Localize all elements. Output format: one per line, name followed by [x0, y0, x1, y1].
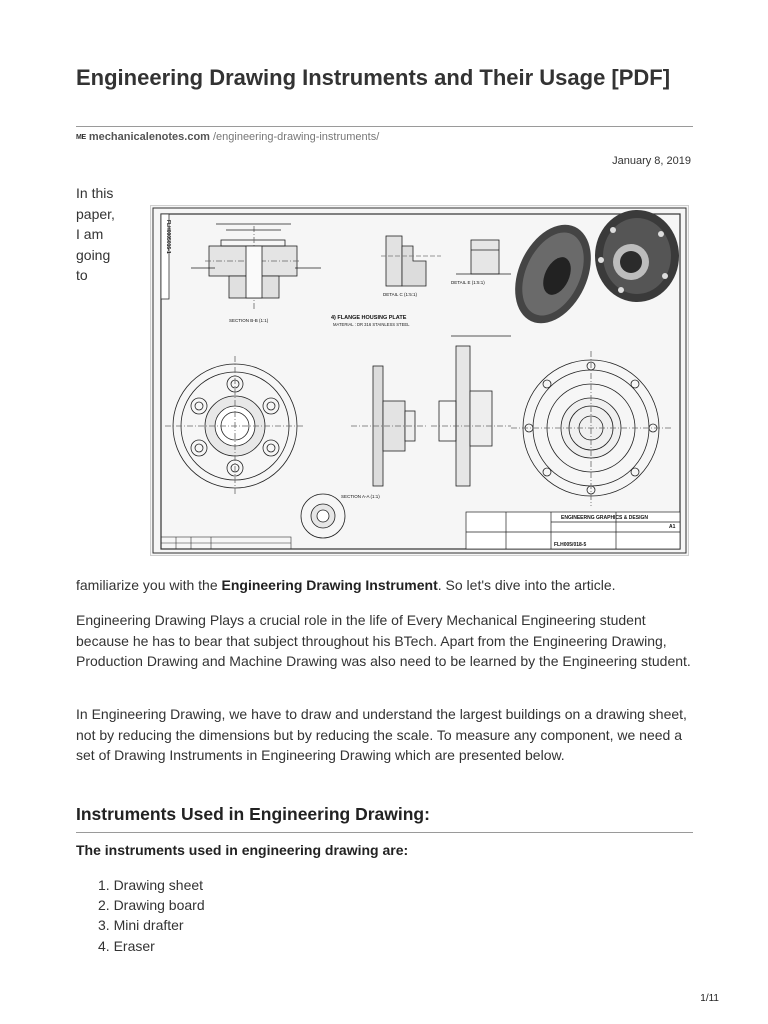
- intro-word: paper,: [76, 205, 115, 222]
- detail-c-label: DETAIL C (1:5:1): [383, 292, 418, 297]
- instrument-list: [98, 875, 205, 956]
- detail-e-label: DETAIL E (1:5:1): [451, 280, 485, 285]
- intro-word: going: [76, 246, 111, 263]
- intro-continued: [76, 575, 696, 596]
- title-divider: [76, 126, 693, 127]
- sheet-code-label: FLH0005016-1: [165, 220, 171, 254]
- titleblock-sheet-size: A1: [669, 524, 676, 530]
- list-intro-heading: The instruments used in engineering drawing are:: [76, 842, 409, 858]
- plate-material: MATERIAL : DR 316 STAINLESS STEEL: [333, 322, 410, 327]
- list-item: 2. Drawing board: [98, 897, 205, 914]
- page-number: 1/11: [700, 993, 719, 1004]
- intro-word: In this: [76, 185, 114, 201]
- body-paragraph-1: Engineering Drawing Plays a crucial role in the life of Every Mechanical Engineering student because he has to bear that subject throughout his BTech. Apart from the Engineering Drawing, Production Drawing and Machine Drawing was also need to be learned by the Engineering student.: [76, 612, 691, 669]
- plate-title: 4) FLANGE HOUSING PLATE: [331, 315, 407, 321]
- list-item: 4. Eraser: [98, 937, 155, 954]
- list-item: 3. Mini drafter: [98, 917, 184, 934]
- source-domain-link[interactable]: mechanicalenotes.com: [88, 131, 210, 143]
- drawing-svg: [151, 206, 688, 555]
- section-a-label: SECTION A-A (1:1): [341, 494, 380, 499]
- publish-date: January 8, 2019: [612, 155, 691, 167]
- site-logo-icon: ME: [76, 133, 86, 141]
- intro-continued-end: . So let's dive into the article.: [437, 577, 616, 593]
- engineering-drawing-figure: [150, 205, 689, 556]
- section-b-label: SECTION B-B (1:1): [229, 318, 269, 323]
- source-path-link[interactable]: /engineering-drawing-instruments/: [212, 131, 380, 143]
- intro-word: to: [76, 267, 88, 283]
- intro-word: I am: [76, 226, 104, 242]
- body-paragraph-2: In Engineering Drawing, we have to draw and understand the largest buildings on a drawing sheet, not by reducing the dimensions but by reducing the scale. To measure any component, we need a set of Drawing Instruments in Engineering Drawing which are presented below.: [76, 706, 687, 763]
- source-line: [76, 131, 379, 143]
- intro-text: [76, 183, 136, 286]
- section-divider: [76, 832, 693, 833]
- titleblock-heading: ENGINEERNG GRAPHICS & DESIGN: [561, 515, 648, 521]
- list-item: 1. Drawing sheet: [98, 877, 204, 893]
- intro-bold-term: Engineering Drawing Instrument: [221, 577, 438, 593]
- titleblock-code: FLH005/018-5: [554, 542, 587, 548]
- intro-continued-text: familiarize you with the: [76, 577, 222, 593]
- section-heading: Instruments Used in Engineering Drawing:: [76, 804, 430, 824]
- page-title: Engineering Drawing Instruments and Their Usage [PDF]: [76, 65, 671, 90]
